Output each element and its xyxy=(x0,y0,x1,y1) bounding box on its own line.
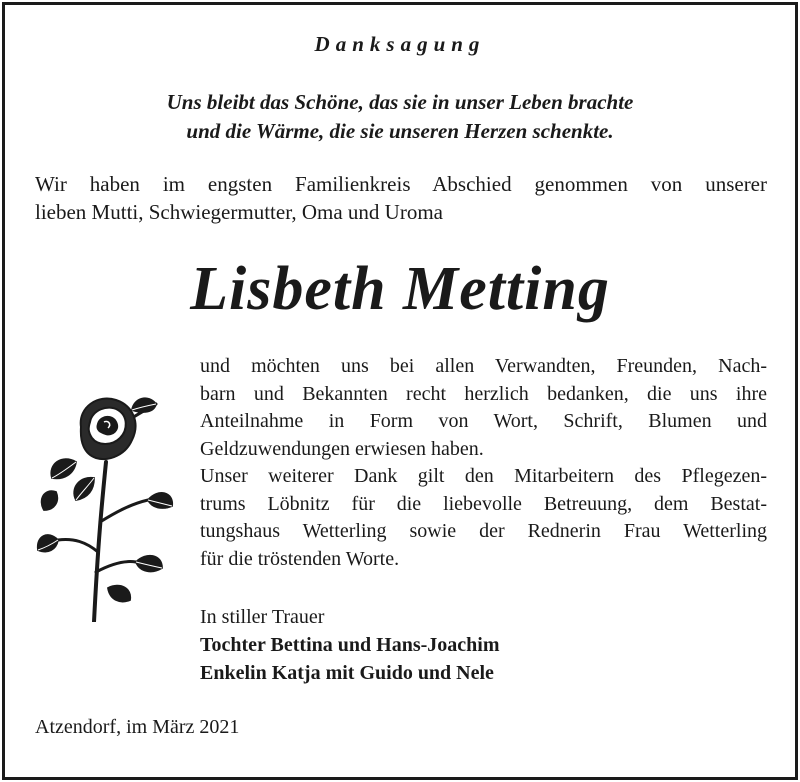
thanks-line: tungshaus Wetterling sowie der Rednerin Frau Wetterling xyxy=(200,520,767,542)
thanks-line: barn und Bekannten recht herzlich bedanken, die uns ihre xyxy=(200,382,767,405)
signoff-intro: In stiller Trauer xyxy=(200,606,325,628)
notice-heading: Danksagung xyxy=(314,32,486,56)
intro-text xyxy=(35,170,767,226)
motto-line-1: Uns bleibt das Schöne, das sie in unser Leben brachte xyxy=(166,90,634,114)
thanks-line: Anteilnahme in Form von Wort, Schrift, Blumen und xyxy=(200,410,767,432)
rose-icon xyxy=(36,392,176,622)
intro-line-2: lieben Mutti, Schwiegermutter, Oma und Uroma xyxy=(35,200,443,224)
thanks-line: trums Löbnitz für die liebevolle Betreuung, dem Bestat- xyxy=(200,492,767,515)
intro-line-1: Wir haben im engsten Familienkreis Abschied genommen von unserer xyxy=(35,172,767,196)
place-date: Atzendorf, im März 2021 xyxy=(35,716,240,738)
deceased-name: Lisbeth Metting xyxy=(190,255,610,323)
signoff xyxy=(200,603,499,687)
thanks-line: und möchten uns bei allen Verwandten, Freunden, Nach- xyxy=(200,355,767,377)
thanks-line: für die tröstenden Worte. xyxy=(200,547,400,570)
motto-line-2: und die Wärme, die sie unseren Herzen schenkte. xyxy=(186,119,614,143)
thanks-line: Geldzuwendungen erwiesen haben. xyxy=(200,437,484,460)
thanks-line: Unser weiterer Dank gilt den Mitarbeitern des Pflegezen- xyxy=(200,465,767,487)
signoff-family-1: Tochter Bettina und Hans-Joachim xyxy=(200,634,500,656)
thanks-text xyxy=(200,353,767,573)
signoff-family-2: Enkelin Katja mit Guido und Nele xyxy=(200,662,494,684)
motto xyxy=(0,88,800,146)
